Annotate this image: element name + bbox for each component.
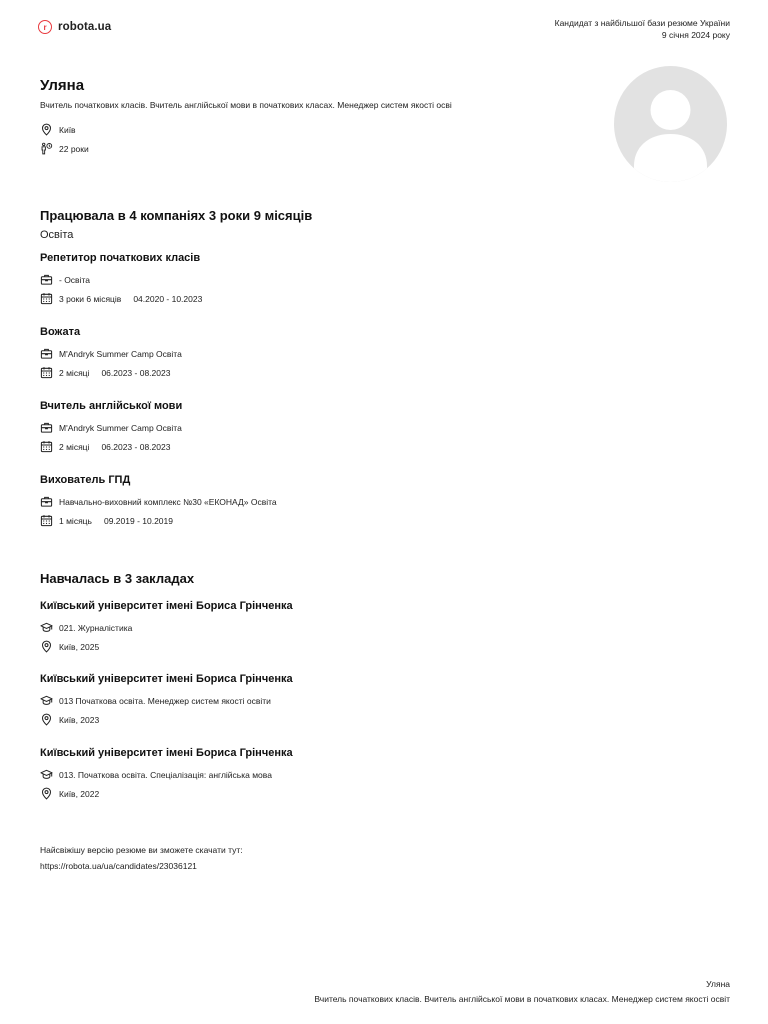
- job-company-row: [40, 273, 90, 286]
- education-place-row: [40, 640, 99, 653]
- education-specialty-row: [40, 694, 271, 707]
- person-age-icon: [40, 142, 53, 155]
- job-period-row: [40, 440, 170, 453]
- job-duration: 2 місяці: [59, 441, 90, 452]
- education-place-row: [40, 787, 99, 800]
- job-period: 04.2020 - 10.2023: [133, 293, 203, 304]
- avatar: [614, 66, 727, 182]
- job-period-row: [40, 514, 173, 527]
- education-specialty: 021. Журналістика: [59, 622, 133, 633]
- education-institution: Київський університет імені Бориса Грінченка: [40, 673, 293, 685]
- briefcase-icon: [40, 495, 53, 508]
- job-company: - Освіта: [59, 274, 90, 285]
- resume-link[interactable]: https://robota.ua/ua/candidates/23036121: [40, 861, 197, 871]
- logo-text: robota.ua: [58, 21, 112, 33]
- candidate-name: Уляна: [40, 77, 85, 94]
- education-specialty: 013 Початкова освіта. Менеджер систем якості освіти: [59, 695, 271, 706]
- education-title: Навчалась в 3 закладах: [40, 571, 195, 586]
- job-title: Вчитель англійської мови: [40, 400, 183, 412]
- briefcase-icon: [40, 347, 53, 360]
- job-period-row: [40, 366, 170, 379]
- graduation-cap-icon: [40, 694, 53, 707]
- job-duration: 3 роки 6 місяців: [59, 293, 122, 304]
- page-footer: [314, 977, 730, 1007]
- location-pin-icon: [40, 640, 53, 653]
- briefcase-icon: [40, 421, 53, 434]
- job-company-row: [40, 421, 182, 434]
- city-row: [40, 123, 76, 136]
- education-place-row: [40, 713, 99, 726]
- job-period: 09.2019 - 10.2019: [103, 515, 173, 526]
- candidate-city: Київ: [59, 124, 76, 135]
- briefcase-icon: [40, 273, 53, 286]
- job-company: Навчально-виховний комплекс №30 «ЕКОНАД» Освіта: [59, 496, 277, 507]
- job-company-row: [40, 347, 182, 360]
- job-title: Вожата: [40, 326, 81, 338]
- location-pin-icon: [40, 123, 53, 136]
- job-company: M'Andryk Summer Camp Освіта: [59, 348, 182, 359]
- education-place: Київ, 2022: [59, 788, 100, 799]
- job-period: 06.2023 - 08.2023: [101, 367, 171, 378]
- education-specialty-row: [40, 768, 272, 781]
- download-note: [40, 842, 243, 874]
- location-pin-icon: [40, 713, 53, 726]
- job-period: 06.2023 - 08.2023: [101, 441, 171, 452]
- graduation-cap-icon: [40, 768, 53, 781]
- robota-logo[interactable]: [38, 20, 111, 34]
- calendar-icon: [40, 366, 53, 379]
- location-pin-icon: [40, 787, 53, 800]
- header-date: 9 січня 2024 року: [661, 29, 730, 40]
- header-tagline: Кандидат з найбільшої бази резюме України: [554, 18, 730, 28]
- experience-industry: Освіта: [40, 229, 74, 241]
- job-period-row: [40, 292, 202, 305]
- calendar-icon: [40, 440, 53, 453]
- education-specialty-row: [40, 621, 132, 634]
- footer-headline: Вчитель початкових класів. Вчитель англійської мови в початкових класах. Менеджер систем якості освіт: [314, 994, 730, 1004]
- job-company: M'Andryk Summer Camp Освіта: [59, 422, 182, 433]
- education-institution: Київський університет імені Бориса Грінченка: [40, 600, 293, 612]
- job-duration: 2 місяці: [59, 367, 90, 378]
- job-title: Вихователь ГПД: [40, 474, 131, 486]
- robota-logo-icon: r: [38, 20, 52, 34]
- job-duration: 1 місяць: [59, 515, 92, 526]
- experience-title: Працювала в 4 компаніях 3 роки 9 місяців: [40, 208, 313, 223]
- calendar-icon: [40, 292, 53, 305]
- education-institution: Київський університет імені Бориса Грінченка: [40, 747, 293, 759]
- candidate-headline: Вчитель початкових класів. Вчитель англійської мови в початкових класах. Менеджер систем якості осві: [40, 100, 452, 110]
- candidate-age: 22 роки: [59, 143, 89, 154]
- download-note-text: Найсвіжішу версію резюме ви зможете скачати тут:: [40, 845, 243, 855]
- header-info: [555, 18, 730, 41]
- footer-name: Уляна: [706, 979, 730, 989]
- education-specialty: 013. Початкова освіта. Спеціалізація: англійська мова: [59, 769, 272, 780]
- age-row: [40, 142, 89, 155]
- education-place: Київ, 2025: [59, 641, 100, 652]
- graduation-cap-icon: [40, 621, 53, 634]
- education-place: Київ, 2023: [59, 714, 100, 725]
- job-title: Репетитор початкових класів: [40, 252, 201, 264]
- calendar-icon: [40, 514, 53, 527]
- job-company-row: [40, 495, 277, 508]
